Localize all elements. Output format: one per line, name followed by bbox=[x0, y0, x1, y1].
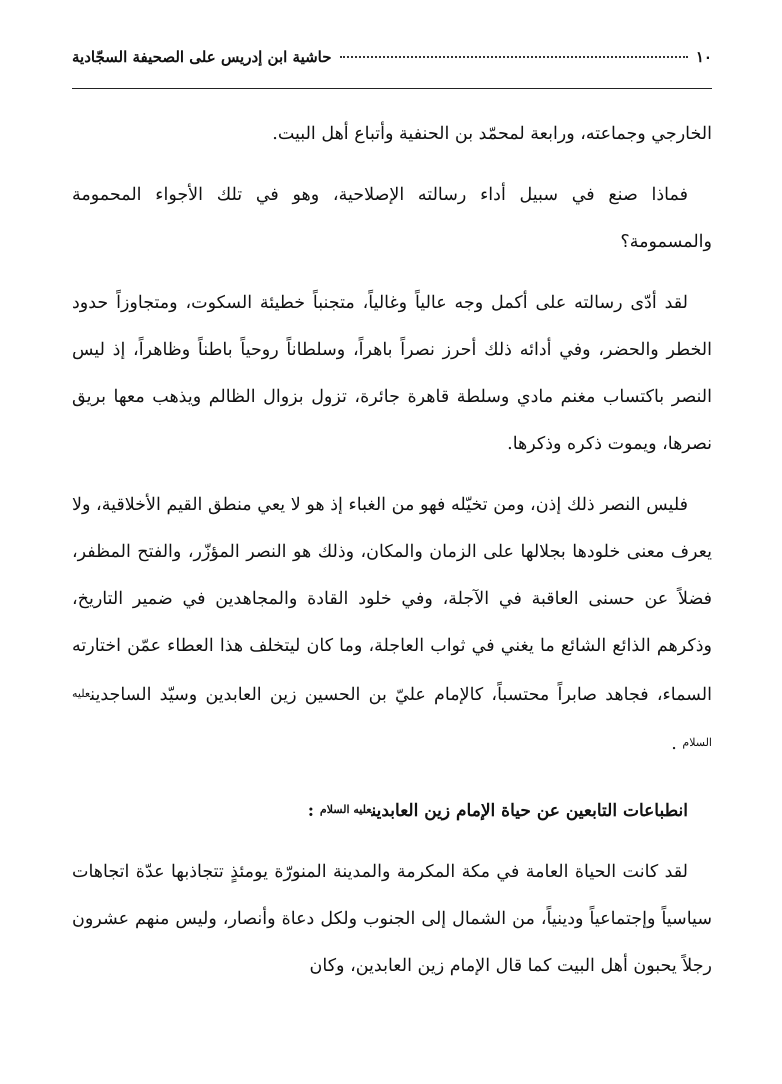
section-heading-text: انطباعات التابعين عن حياة الإمام زين العابدين bbox=[371, 801, 688, 821]
paragraph-message: لقد أدّى رسالته على أكمل وجه عالياً وغالياً، متجنباً خطيئة السكوت، ومتجاوزاً حدود الخطر والحضر، وفي أدائه ذلك أحرز نصراً باهراً، وسلطاناً روحياً باطناً وظاهراً، إذ ليس النصر باكتساب مغنم مادي وسلطة قاهرة جائرة، تزول بزوال الظالم ويذهب معها بريق نصرها، ويموت ذكره وذكرها. bbox=[72, 293, 712, 454]
page-number: ١٠ bbox=[695, 48, 712, 66]
paragraph-end-mark: . bbox=[671, 734, 683, 754]
honorific-symbol: عليه السلام bbox=[72, 687, 712, 749]
section-heading bbox=[72, 786, 712, 835]
page-body bbox=[72, 111, 712, 990]
header-dotted-leader bbox=[340, 56, 688, 58]
honorific-symbol: عليه السلام bbox=[319, 803, 372, 816]
paragraph-question: فماذا صنع في سبيل أداء رسالته الإصلاحية، وهو في تلك الأجواء المحمومة والمسمومة؟ bbox=[72, 185, 712, 252]
paragraph-victory-text: فليس النصر ذلك إذن، ومن تخيّله فهو من الغباء إذ هو لا يعي منطق القيم الأخلاقية، ولا يعرف معنى خلودها بجلالها على الزمان والمكان، وذلك هو النصر المؤزّر، والفتح المظفر، فضلاً عن حسنى العاقبة في الآجلة، وفي خلود القادة والمجاهدين في ضمير التاريخ، وذكرهم الذائع الشائع ما يغني في ثواب العاجلة، وما كان ليتخلف هذا العطاء عمّن اختارته السماء، فجاهد صابراً محتسباً، كالإمام عليّ بن الحسين زين العابدين وسيّد الساجدين bbox=[72, 495, 712, 705]
page-header bbox=[72, 48, 712, 89]
book-page bbox=[72, 48, 712, 1048]
paragraph-continuation: الخارجي وجماعته، ورابعة لمحمّد بن الحنفية وأتباع أهل البيت. bbox=[272, 124, 712, 144]
paragraph-public-life: لقد كانت الحياة العامة في مكة المكرمة والمدينة المنورّة يومئذٍ تتجاذبها عدّة اتجاهات سياسياً وإجتماعياً ودينياً، من الشمال إلى الجنوب ولكل دعاة وأنصار، وليس منهم عشرون رجلاً يحبون أهل البيت كما قال الإمام زين العابدين، وكان bbox=[72, 862, 712, 976]
paragraph-victory bbox=[72, 482, 712, 768]
section-heading-colon: : bbox=[307, 801, 320, 821]
running-title: حاشية ابن إدريس على الصحيفة السجّادية bbox=[72, 48, 332, 66]
